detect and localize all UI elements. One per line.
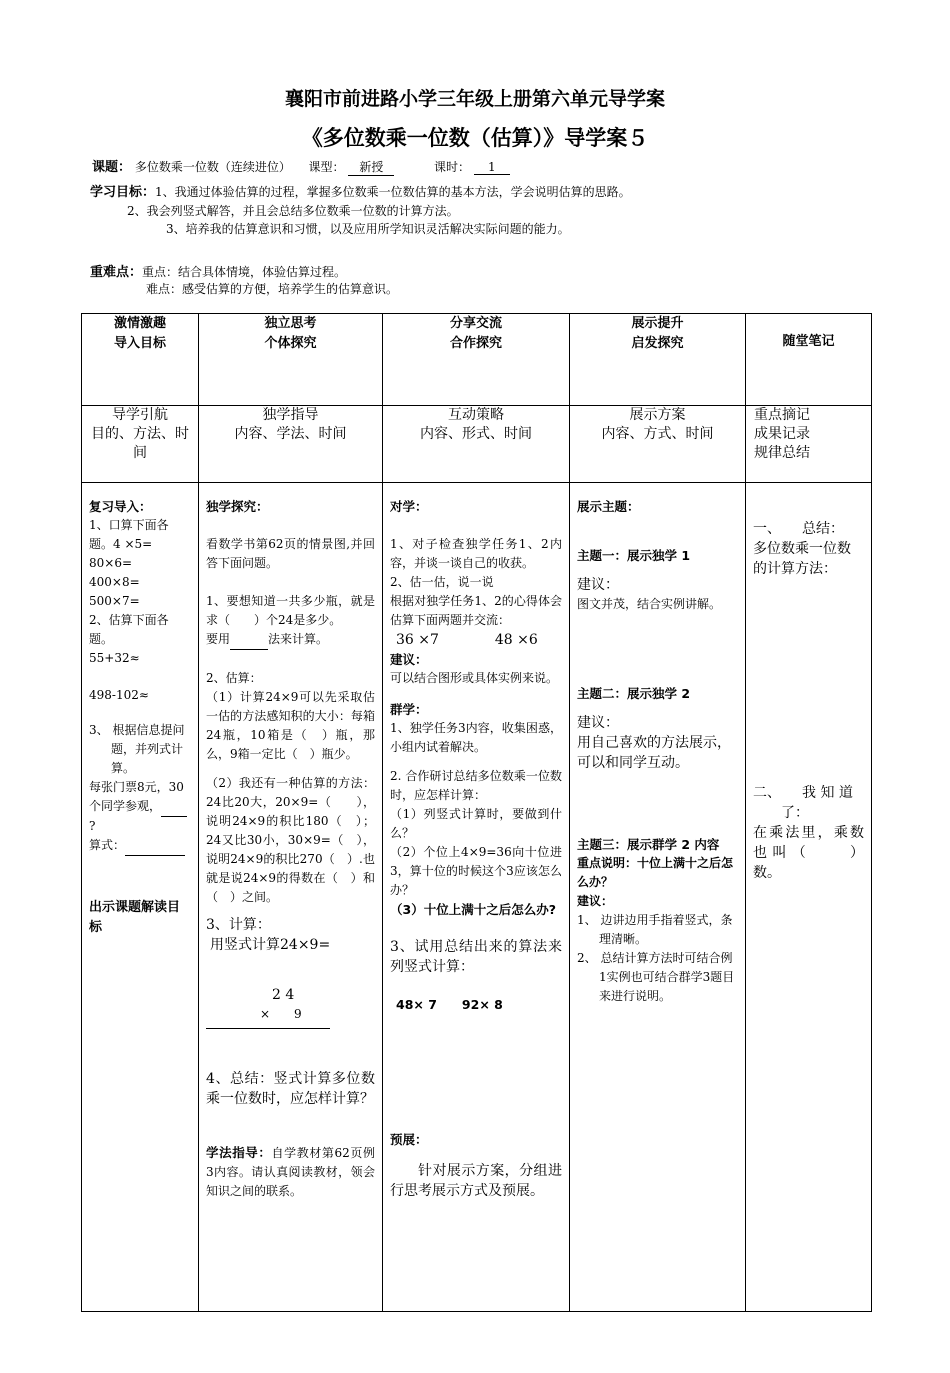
sub-cell-2: 独学指导 内容、学法、时间 [199,406,383,483]
table-header-row [82,314,872,406]
header-cell-5: 随堂笔记 [746,314,872,406]
header-cell-1: 激情激趣 导入目标 [82,314,199,406]
key-point: 重点：结合具体情境，体验估算过程。 [142,265,347,279]
lesson-title: 《多位数乘一位数（估算）》导学案５ [301,126,649,150]
pair-study-heading: 对学： [390,499,428,514]
review-heading: 复习导入： [89,499,152,514]
goal-3: 3、培养我的估算意识和习惯，以及应用所学知识灵活解决实际问题的能力。 [166,222,570,236]
self-study-heading: 独学探究： [206,499,269,514]
lesson-table [81,313,872,1312]
key-difficult-points [90,264,890,297]
preview-heading: 预展： [390,1132,428,1147]
lesson-meta [92,156,510,176]
header-cell-4: 展示提升 启发探究 [570,314,746,406]
topic-value: 多位数乘一位数（连续进位） [134,160,291,174]
group-study-heading: 群学： [390,702,428,717]
sub-cell-3: 互动策略 内容、形式、时间 [383,406,570,483]
page-title: 襄阳市前进路小学三年级上册第六单元导学案 [284,88,665,110]
topic-3: 主题三：展示群学 2 内容 [577,837,720,852]
sub-cell-1: 导学引航 目的、方法、时 间 [82,406,199,483]
topic-2: 主题二：展示独学 2 [577,686,691,701]
col-notes: 一、 总结： 多位数乘一位数的计算方法： 二、 我 知 道 了： 在乘法里，乘数也叫（ ）数。 [746,483,872,1312]
table-subheader-row [82,406,872,483]
hours-label: 课时： [434,160,471,174]
col-self-study: 独学探究： 看数学书第62页的情景图,并回答下面问题。 1、要想知道一共多少瓶，就是求（ ）个24是多少。 要用 法来计算。 2、估算： （1）计算24×9可以先采取估一估的方法感知积的大小：每箱24瓶，10箱是（ ）瓶，那么，9箱一定比（ ）瓶少。 （2）我还有一种估算的方法：24比20大，20×9=（ ），说明24×9的积比180（ ）；24又比30小，30×9=（ ），说明24×9的积比270（ ）.也就是说24×9的得数在（ ）和（ ）之间。 3、计算： 用竖式计算24×9= 2 4 × 9 4、总结：竖式计算多位数乘一位数时，应怎样计算？ 学法指导：自学教材第62页例3内容。请认真阅读教材，领会知识之间的联系。 [199,483,383,1312]
header-cell-2: 独立思考 个体探究 [199,314,383,406]
hard-point: 难点：感受估算的方便，培养学生的估算意识。 [146,282,399,296]
sub-cell-5: 重点摘记 成果记录 规律总结 [746,406,872,483]
show-goal-heading: 出示课题解读目标 [89,900,181,935]
difficulty-label: 重难点： [90,265,143,280]
col-review: 复习导入： 1、口算下面各 题。4 ×5= 80×6= 400×8= 500×7= 2、估算下面各题。 55+32≈ 498-102≈ 3、 根据信息提问 题，并列式计 算。 每张门票8元，30 个同学参观， ? 算式： 出示课题解读目标 [82,483,199,1312]
learning-goals [90,183,890,238]
col-presentation: 展示主题： 主题一：展示独学 1 建议： 图文并茂，结合实例讲解。 主题二：展示独学 2 建议： 用自己喜欢的方法展示，可以和同学互动。 主题三：展示群学 2 内容 重点说明：十位上满十之后怎么办？ 建议： 1、 边讲边用手指着竖式，条理清晰。 2、 总结计算方法时可结合例1实例也可结合群学3题目来进行说明。 [570,483,746,1312]
type-label: 课型： [308,160,345,174]
presentation-heading: 展示主题： [577,499,640,514]
topic-label: 课题： [92,160,132,175]
table-body-row [82,483,872,1312]
goal-1: 1、我通过体验估算的过程，掌握多位数乘一位数估算的基本方法，学会说明估算的思路。 [155,185,631,199]
col-cooperative: 对学： 1、对子检查独学任务1、2内容，并谈一谈自己的收获。 2、估一估，说一说 根据对独学任务1、2的心得体会估算下面两题并交流： 36 ×7 48 ×6 建议： 可以结合图形或具体实例来说。 群学： 1、独学任务3内容，收集困惑，小组内试着解决。 2. 合作研讨总结多位数乘一位数时，应怎样计算： （1）列竖式计算时，要做到什么？ （2）个位上4×9=36向十位进3，算十位的时候这个3应该怎么办？ （3）十位上满十之后怎么办? 3、试用总结出来的算法来列竖式计算： 48× 7 92× 8 预展： 针对展示方案，分组进行思考展示方式及预展。 [383,483,570,1312]
hours-value: 1 [474,160,510,175]
type-value: 新授 [348,158,394,176]
header-cell-3: 分享交流 合作探究 [383,314,570,406]
goals-label: 学习目标： [90,185,156,200]
goal-2: 2、我会列竖式解答，并且会总结多位数乘一位数的计算方法。 [127,204,459,218]
sub-cell-4: 展示方案 内容、方式、时间 [570,406,746,483]
topic-1: 主题一：展示独学 1 [577,548,691,563]
method-label: 学法指导： [206,1145,272,1160]
